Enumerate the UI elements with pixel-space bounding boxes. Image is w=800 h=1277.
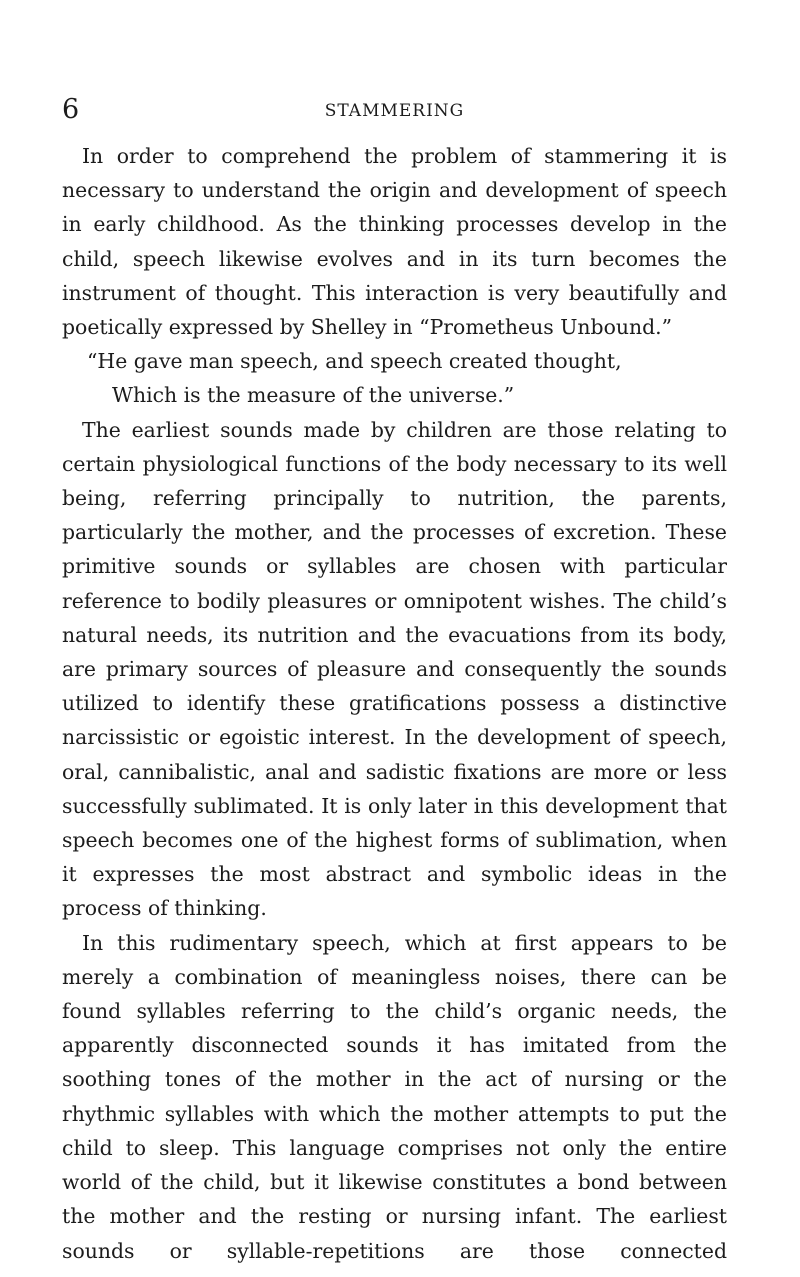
paragraph-rudimentary-speech: In this rudimentary speech, which at first appears to be merely a combination of meaningless noises, there can be found syllables referring to the child’s organic needs, the apparently disconnected sounds it has imitated from the soothing tones of the mother in the act of nursing or the rhythmic syllables with which the mother attempts to put the child to sleep. This language comprises not only the entire world of the child, but it likewise constitutes a bond between the mother and the resting or nursing infant. The earliest sounds or syllable-repetitions are those connected bbox=[62, 930, 727, 1263]
page-number: 6 bbox=[62, 94, 80, 125]
shelley-quote bbox=[62, 344, 727, 412]
page-header bbox=[62, 94, 727, 134]
quote-line-1: “He gave man speech, and speech created thought, bbox=[87, 349, 622, 374]
running-head: STAMMERING bbox=[324, 101, 465, 121]
body-text bbox=[62, 139, 727, 1268]
paragraph-earliest-sounds: The earliest sounds made by children are those relating to certain physiological functions of the body necessary to its well being, referring principally to nutrition, the parents, particularly the mother, and the processes of excretion. These primitive sounds or syllables are chosen with particular reference to bodily pleasures or omnipotent wishes. The child’s natural needs, its nutrition and the evacuations from its body, are primary sources of pleasure and consequently the sounds utilized to identify these gratifications possess a distinctive narcissistic or egoistic interest. In the development of speech, oral, cannibalistic, anal and sadistic fixations are more or less successfully sublimated. It is only later in this development that speech becomes one of the highest forms of sublimation, when it expresses the most abstract and symbolic ideas in the process of thinking. bbox=[62, 417, 727, 921]
quote-line-2: Which is the measure of the universe.” bbox=[112, 383, 515, 408]
paragraph-intro: In order to comprehend the problem of stammering it is necessary to understand the origin and development of speech in early childhood. As the thinking processes develop in the child, speech likewise evolves and in its turn becomes the instrument of thought. This interaction is very beautifully and poetically expressed by Shelley in “Prometheus Unbound.” bbox=[62, 144, 727, 340]
